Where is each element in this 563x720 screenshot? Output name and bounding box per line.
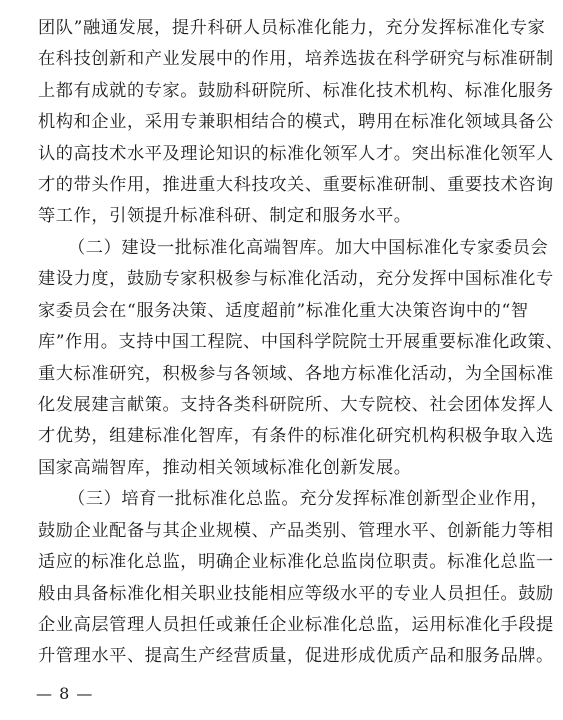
text-line: 认的高技术水平及理论知识的标准化领军人才。突出标准化领军人: [38, 144, 554, 164]
text-line: 才的带头作用，推进重大科技攻关、重要标准研制、重要技术咨询: [38, 175, 554, 195]
text-line: 企业高层管理人员担任或兼任企业标准化总监，运用标准化手段提: [38, 615, 554, 635]
text-line: 建设力度，鼓励专家积极参与标准化活动，充分发挥中国标准化专: [38, 269, 554, 289]
text-line: 等工作，引领提升标准科研、制定和服务水平。: [38, 206, 412, 226]
text-line: 升管理水平、提高生产经营质量，促进形成优质产品和服务品牌。: [38, 646, 554, 666]
text-line: 团队”融通发展，提升科研人员标准化能力，充分发挥标准化专家: [38, 18, 546, 38]
section-heading-line: （三）培育一批标准化总监。充分发挥标准创新型企业作用，: [68, 489, 549, 509]
page-number: — 8 —: [36, 684, 94, 703]
text-line: 重大标准研究，积极参与各领域、各地方标准化活动，为全国标准: [38, 364, 554, 384]
text-line: 在科技创新和产业发展中的作用，培养选拔在科学研究与标准研制: [38, 49, 554, 69]
text-line: 鼓励企业配备与其企业规模、产品类别、管理水平、创新能力等相: [38, 521, 554, 541]
text-line: 般由具备标准化相关职业技能相应等级水平的专业人员担任。鼓励: [38, 584, 554, 604]
text-line: 才优势，组建标准化智库，有条件的标准化研究机构积极争取入选: [38, 426, 554, 446]
text-line: 国家高端智库，推动相关领域标准化创新发展。: [38, 458, 412, 478]
section-heading-line: （二）建设一批标准化高端智库。加大中国标准化专家委员会: [68, 238, 549, 258]
text-line: 机构和企业，采用专兼职相结合的模式，聘用在标准化领域具备公: [38, 112, 554, 132]
text-line: 化发展建言献策。支持各类科研院所、大专院校、社会团体发挥人: [38, 395, 554, 415]
text-line: 上都有成就的专家。鼓励科研院所、标准化技术机构、标准化服务: [38, 81, 554, 101]
text-line: 库”作用。支持中国工程院、中国科学院院士开展重要标准化政策、: [38, 332, 563, 352]
text-line: 家委员会在“服务决策、适度超前”标准化重大决策咨询中的“智: [38, 301, 529, 321]
text-line: 适应的标准化总监，明确企业标准化总监岗位职责。标准化总监一: [38, 552, 554, 572]
